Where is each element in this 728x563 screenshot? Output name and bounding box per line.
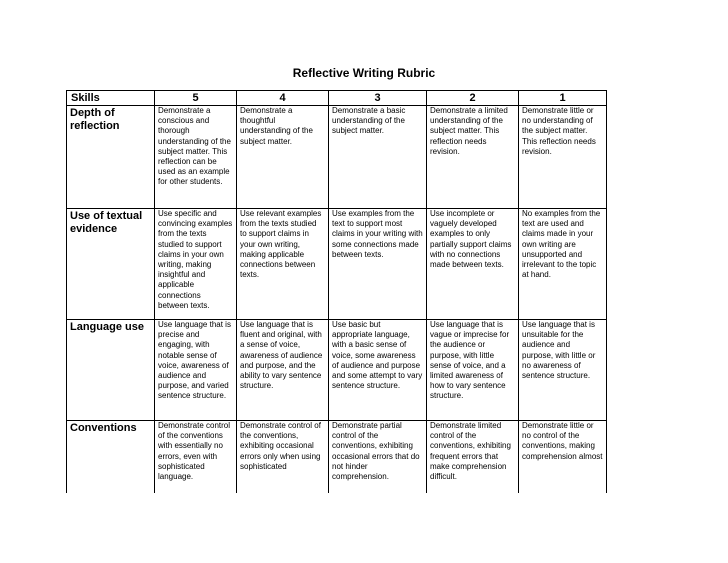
- table-cell: Demonstrate little or no understanding of the subject matter. This reflection needs revision.: [519, 106, 607, 209]
- header-row: [67, 91, 607, 106]
- table-cell: Demonstrate control of the conventions with essentially no errors, even with sophisticated language.: [155, 421, 237, 493]
- row-header-language-use: Language use: [67, 320, 155, 421]
- table-cell: Demonstrate a conscious and thorough understanding of the subject matter. This reflection can be used as an example for other students.: [155, 106, 237, 209]
- column-header-skills: Skills: [67, 91, 155, 106]
- column-header-score-4: 4: [237, 91, 329, 106]
- row-header-conventions: Conventions: [67, 421, 155, 493]
- rubric-table: [66, 90, 607, 493]
- table-cell: Demonstrate control of the conventions, exhibiting occasional errors only when using sophisticated: [237, 421, 329, 493]
- table-row: [67, 106, 607, 209]
- column-header-score-2: 2: [427, 91, 519, 106]
- row-header-depth-of-reflection: Depth of reflection: [67, 106, 155, 209]
- table-cell: Use language that is vague or imprecise for the audience or purpose, with little sense of voice, and a limited awareness of how to vary sentence structure.: [427, 320, 519, 421]
- column-header-score-1: 1: [519, 91, 607, 106]
- table-cell: Use language that is unsuitable for the audience and purpose, with little or no awareness of sentence structure.: [519, 320, 607, 421]
- table-cell: Demonstrate little or no control of the conventions, making comprehension almost: [519, 421, 607, 493]
- table-cell: Use language that is fluent and original, with a sense of voice, awareness of audience and purpose, and the ability to vary sentence structure.: [237, 320, 329, 421]
- row-header-use-of-textual-evidence: Use of textual evidence: [67, 209, 155, 320]
- table-cell: Demonstrate partial control of the conventions, exhibiting occasional errors that do not hinder comprehension.: [329, 421, 427, 493]
- table-cell: Use specific and convincing examples from the texts studied to support claims in your own writing, making insightful and applicable connections between texts.: [155, 209, 237, 320]
- table-row: [67, 209, 607, 320]
- table-row: [67, 421, 607, 493]
- column-header-score-5: 5: [155, 91, 237, 106]
- table-cell: Use basic but appropriate language, with a basic sense of voice, some awareness of audience and purpose and some attempt to vary sentence structure.: [329, 320, 427, 421]
- table-cell: Use examples from the text to support most claims in your writing with some connections made between texts.: [329, 209, 427, 320]
- column-header-score-3: 3: [329, 91, 427, 106]
- table-cell: Demonstrate a limited understanding of the subject matter. This reflection needs revision.: [427, 106, 519, 209]
- page-title: Reflective Writing Rubric: [292, 66, 436, 80]
- table-cell: Use relevant examples from the texts studied to support claims in your own writing, making applicable connections between texts.: [237, 209, 329, 320]
- table-row: [67, 320, 607, 421]
- table-cell: Demonstrate a thoughtful understanding of the subject matter.: [237, 106, 329, 209]
- table-cell: Use language that is precise and engaging, with notable sense of voice, awareness of audience and purpose, and varied sentence structure.: [155, 320, 237, 421]
- table-cell: Demonstrate limited control of the conventions, exhibiting frequent errors that make comprehension difficult.: [427, 421, 519, 493]
- table-cell: Demonstrate a basic understanding of the subject matter.: [329, 106, 427, 209]
- table-cell: Use incomplete or vaguely developed examples to only partially support claims with no connections made between texts.: [427, 209, 519, 320]
- table-cell: No examples from the text are used and claims made in your own writing are unsupported and irrelevant to the topic at hand.: [519, 209, 607, 320]
